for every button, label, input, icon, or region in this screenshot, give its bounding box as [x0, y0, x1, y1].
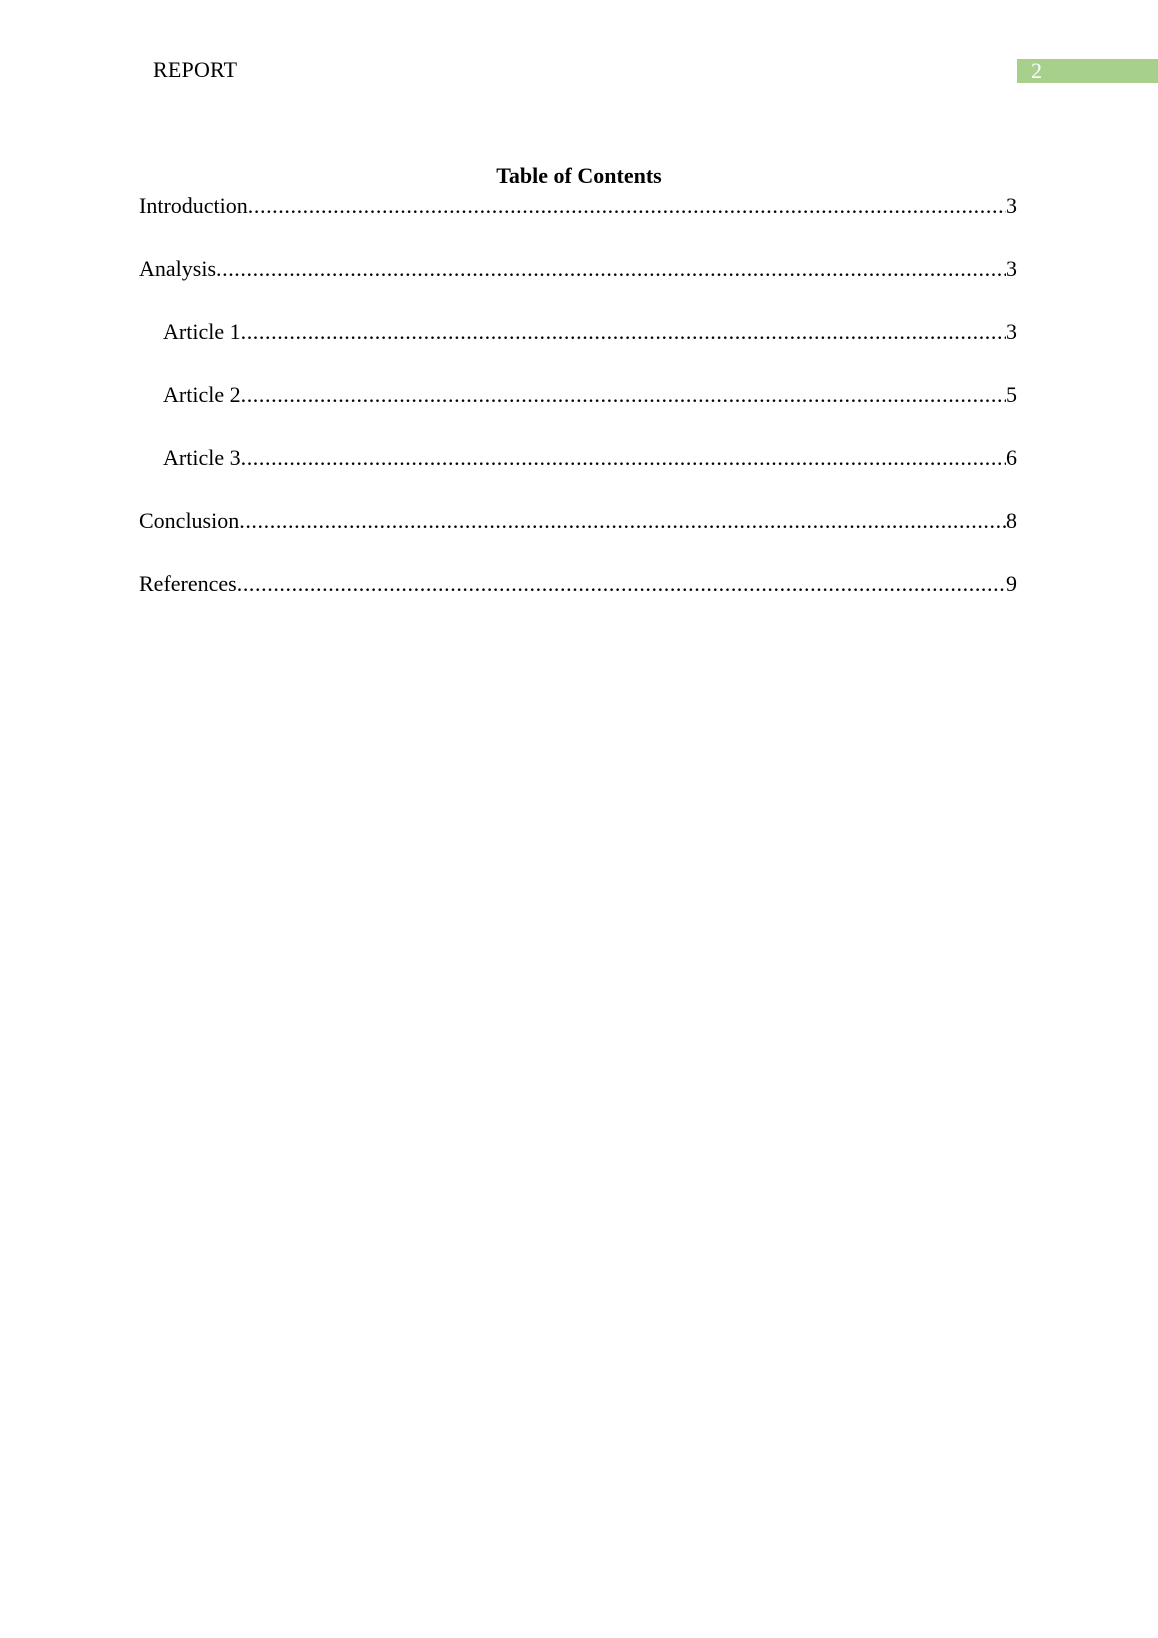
- toc-dot-leader: [237, 569, 1006, 599]
- toc-entry-label: Analysis: [139, 256, 216, 281]
- toc-entry-introduction[interactable]: [139, 191, 1017, 254]
- toc-entry-analysis[interactable]: [139, 254, 1017, 317]
- toc-title: Table of Contents: [496, 163, 662, 188]
- toc-entry-article-2[interactable]: [139, 380, 1017, 443]
- header-title: REPORT: [153, 57, 238, 82]
- toc-entry-label: Introduction: [139, 193, 248, 218]
- toc-entry-label: Article 1: [163, 319, 241, 344]
- toc-entry-page: 3: [1006, 256, 1017, 281]
- toc-entry-page: 9: [1006, 571, 1017, 596]
- toc-dot-leader: [241, 380, 1006, 410]
- toc-dot-leader: [239, 506, 1006, 536]
- toc-entry-label: Article 3: [163, 445, 241, 470]
- table-of-contents: [139, 191, 1017, 632]
- toc-entry-article-3[interactable]: [139, 443, 1017, 506]
- toc-entry-references[interactable]: [139, 569, 1017, 632]
- toc-entry-page: 5: [1006, 382, 1017, 407]
- toc-dot-leader: [241, 443, 1006, 473]
- toc-dot-leader: [241, 317, 1006, 347]
- toc-entry-page: 8: [1006, 508, 1017, 533]
- toc-entry-article-1[interactable]: [139, 317, 1017, 380]
- toc-entry-label: References: [139, 571, 237, 596]
- page-number: 2: [1031, 58, 1042, 83]
- toc-entry-label: Conclusion: [139, 508, 240, 533]
- toc-entry-conclusion[interactable]: [139, 506, 1017, 569]
- toc-entry-page: 6: [1006, 445, 1017, 470]
- page-number-badge: [1017, 59, 1158, 83]
- page-header: [0, 0, 1158, 100]
- toc-entry-page: 3: [1006, 319, 1017, 344]
- toc-dot-leader: [248, 191, 1006, 221]
- toc-dot-leader: [216, 254, 1006, 284]
- toc-entry-label: Article 2: [163, 382, 241, 407]
- toc-entry-page: 3: [1006, 193, 1017, 218]
